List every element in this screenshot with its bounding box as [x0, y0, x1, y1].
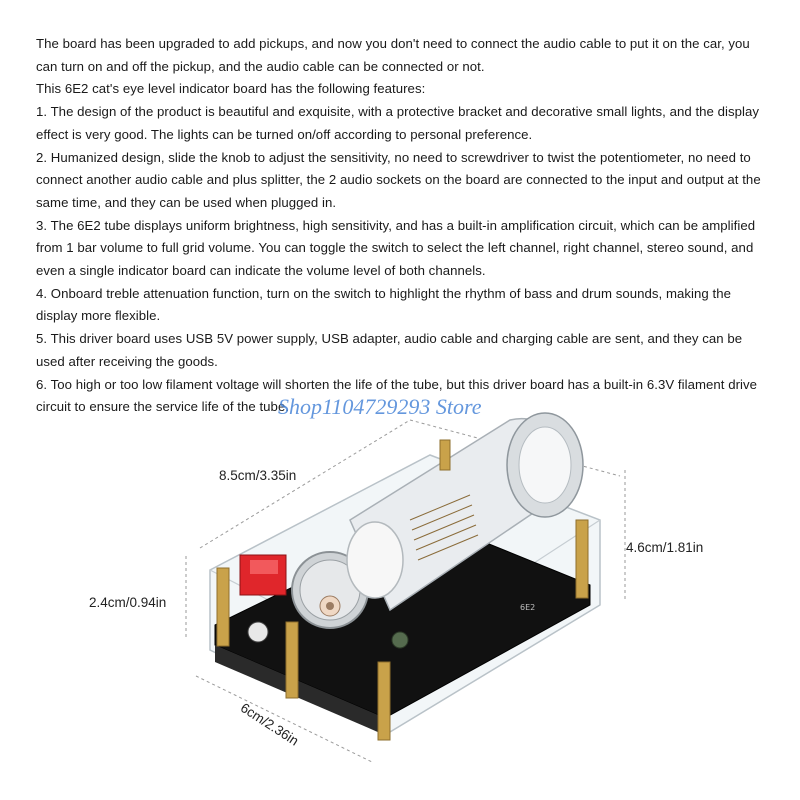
capacitor	[248, 622, 268, 642]
board-height-dimension-label: 2.4cm/0.94in	[89, 595, 167, 610]
description-paragraph: 6. Too high or too low filament voltage will shorten the life of the tube, but this driver board has a built-in 6.3V filament drive circuit to ensure the service life of the tube.	[36, 376, 758, 415]
store-watermark: Shop1104729293 Store	[278, 394, 482, 419]
red-switch-top	[250, 560, 278, 574]
description-paragraph: 2. Humanized design, slide the knob to adjust the sensitivity, no need to screwdriver to twist the potentiometer, no need to connect another audio cable and plus splitter, the 2 audio sockets on the board are connected to the input and output at the same time, and they can be used when plugged in.	[36, 149, 761, 210]
knob-housing	[347, 522, 403, 598]
description-paragraph: 1. The design of the product is beautiful and exquisite, with a protective bracket and decorative small lights, and the display effect is very good. The lights can be turned on/off according to personal preference.	[36, 104, 760, 142]
description-paragraph: 4. Onboard treble attenuation function, turn on the switch to highlight the rhythm of bass and drum sounds, making the display more flexible.	[36, 285, 731, 324]
board-label: 6E2	[520, 603, 536, 612]
description-paragraph: 3. The 6E2 tube displays uniform brightness, high sensitivity, and has a built-in amplification circuit, which can be amplified from 1 bar volume to full grid volume. You can toggle the switch to select the left channel, right channel, stereo sound, and even a single indicator board can indicate the volume level of both channels.	[36, 217, 756, 279]
description-paragraph: 5. This driver board uses USB 5V power supply, USB adapter, audio cable and charging cable are sent, and they can be used after receiving the goods.	[36, 331, 743, 369]
description-paragraph: The board has been upgraded to add pickups, and now you don't need to connect the audio cable to put it on the car, you can turn on and off the pickup, and the audio cable can be connected or not.	[36, 36, 750, 74]
depth-dimension-label: 6cm/2.36in	[237, 700, 302, 749]
height-dimension-label: 4.6cm/1.81in	[626, 540, 704, 555]
width-dimension-label: 8.5cm/3.35in	[219, 468, 297, 483]
description-paragraph: This 6E2 cat's eye level indicator board has the following features:	[36, 81, 426, 97]
indicator-light	[392, 632, 408, 648]
